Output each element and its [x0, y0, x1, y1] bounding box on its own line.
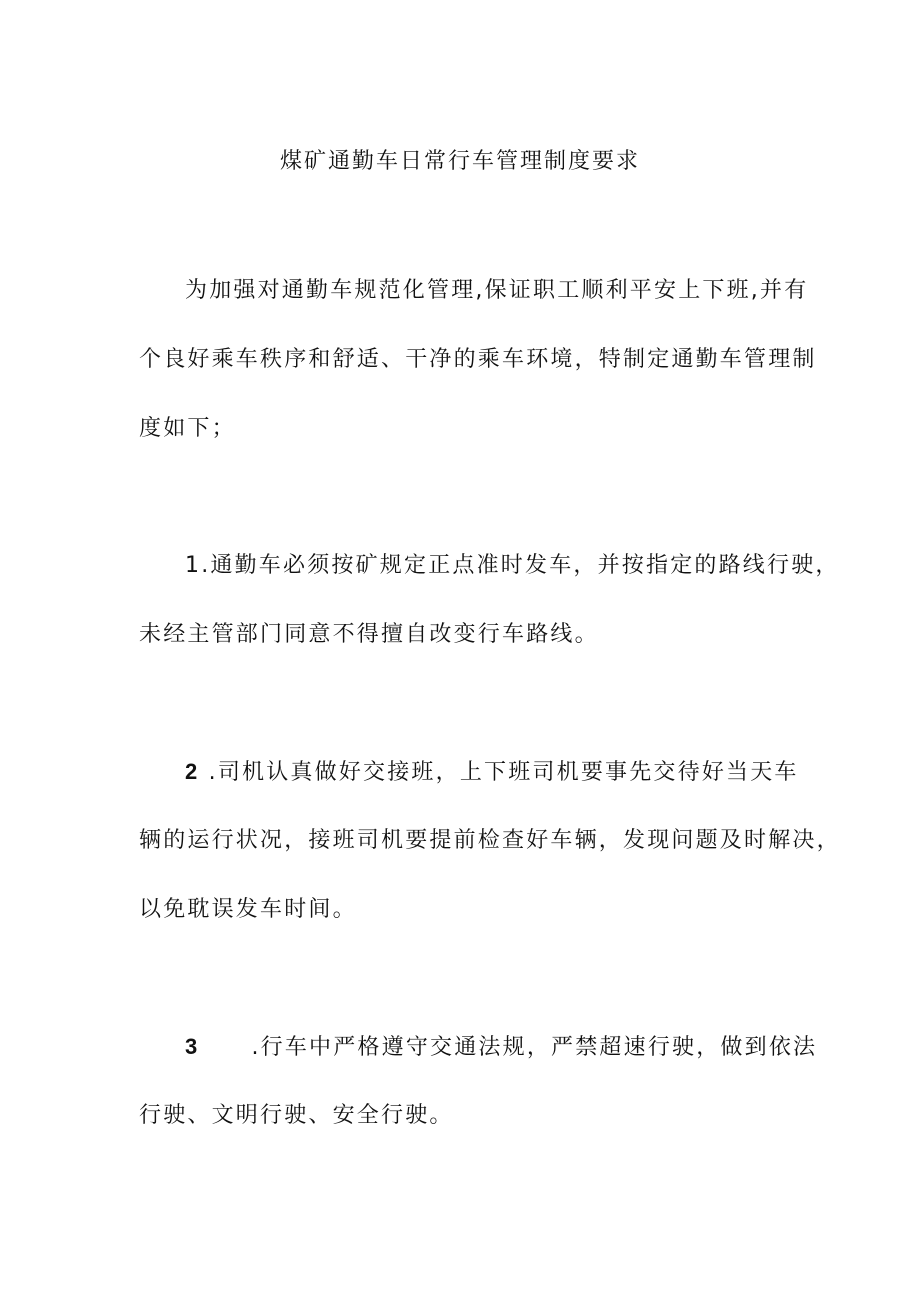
- item-3-line-2: 行驶、文明行驶、安全行驶。: [139, 1103, 454, 1128]
- item-1-first-text: .通勤车必须按矿规定正点准时发车，并按指定的路线行驶，: [201, 553, 840, 578]
- item-3-first-line: [185, 1027, 817, 1067]
- item-3-first-text: .行车中严格遵守交通法规，严禁超速行驶，做到依法: [251, 1035, 818, 1060]
- item-1-number: 1: [185, 553, 202, 578]
- intro-line-2: 个良好乘车秩序和舒适、干净的乘车环境，特制定通勤车管理制: [139, 347, 817, 372]
- item-2-line-2: 辆的运行状况，接班司机要提前检查好车辆，发现问题及时解决，: [139, 828, 841, 853]
- document-title: 煤矿通勤车日常行车管理制度要求: [279, 149, 640, 174]
- item-1-line-2: 未经主管部门同意不得擅自改变行车路线。: [139, 622, 599, 647]
- item-1-first-line: [185, 546, 840, 586]
- item-2-first-line: [185, 752, 799, 792]
- intro-line-1: 为加强对通勤车规范化管理,保证职工顺利平安上下班,并有: [185, 278, 809, 303]
- item-2-first-text: .司机认真做好交接班，上下班司机要事先交待好当天车: [199, 760, 799, 785]
- item-2-line-3: 以免耽误发车时间。: [139, 897, 357, 922]
- item-2-number: 2: [185, 759, 200, 784]
- intro-line-3: 度如下；: [139, 416, 236, 441]
- item-3-number: 3: [185, 1034, 200, 1059]
